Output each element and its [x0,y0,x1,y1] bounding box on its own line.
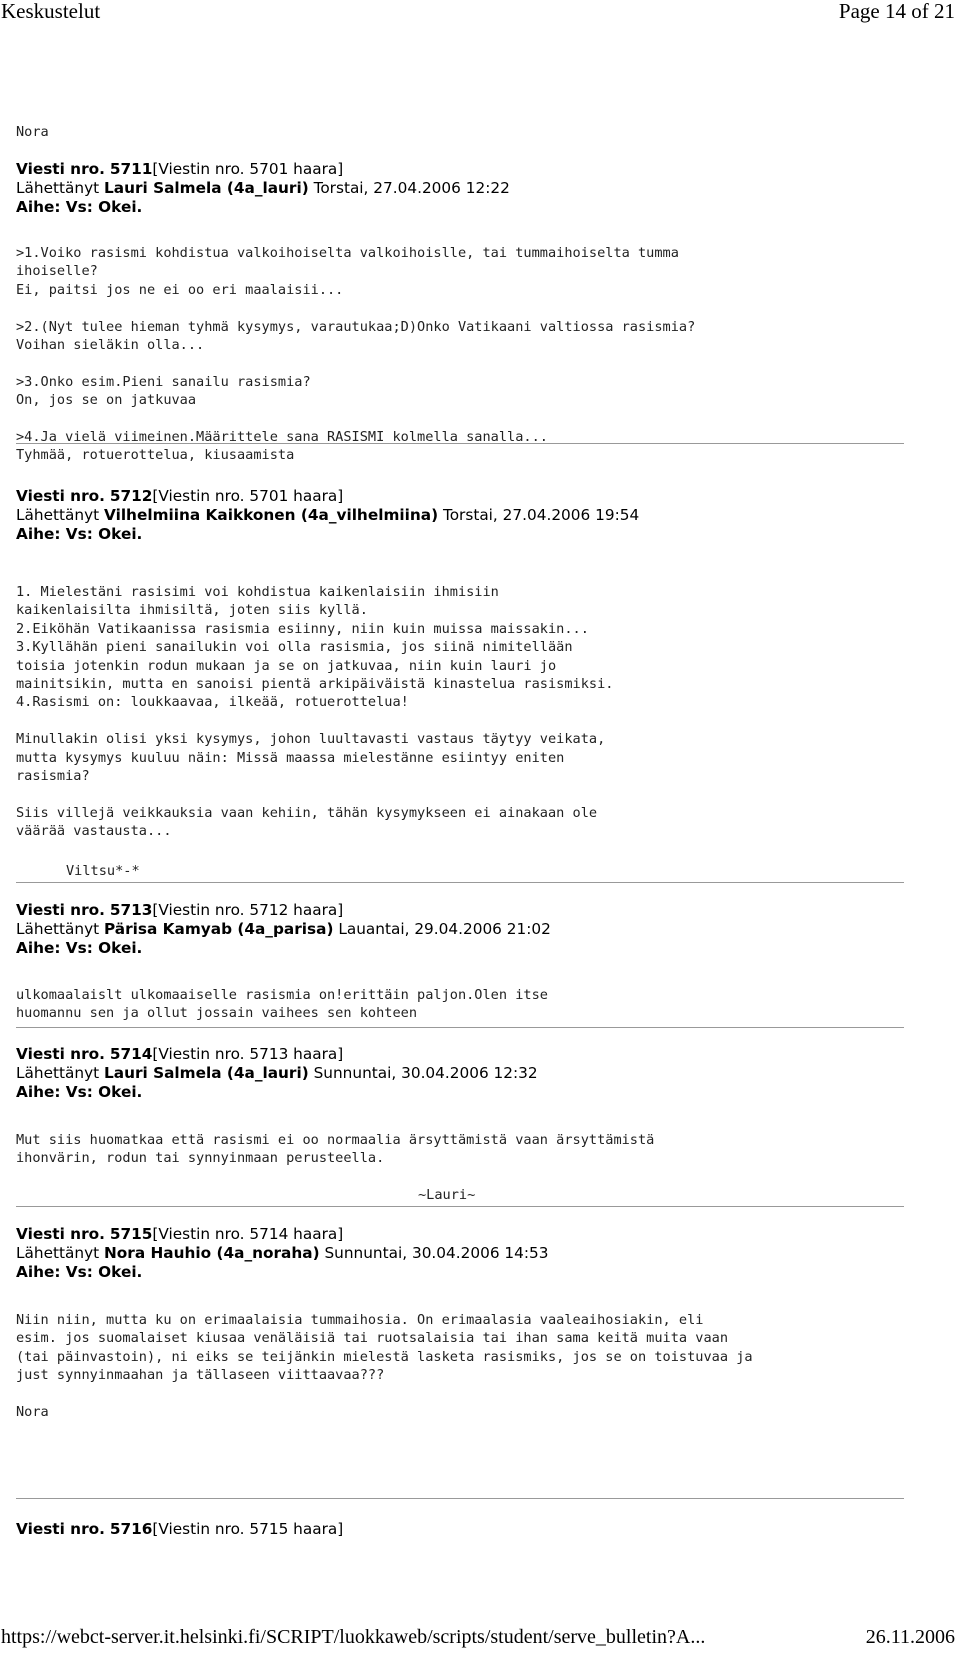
message-header: Viesti nro. 5711[Viestin nro. 5701 haara] [16,160,344,178]
source-url[interactable]: https://webct-server.it.helsinki.fi/SCRIPT/luokkaweb/scripts/student/serve_bulletin?A... [1,1626,706,1648]
message-5713 [16,901,551,958]
message-sender: Lähettänyt Pärisa Kamyab (4a_parisa) Lauantai, 29.04.2006 21:02 [16,920,551,938]
message-header: Viesti nro. 5714[Viestin nro. 5713 haara] [16,1045,344,1063]
author-name: Lauri Salmela (4a_lauri) [104,179,309,197]
separator [16,443,904,444]
message-header: Viesti nro. 5716[Viestin nro. 5715 haara] [16,1520,344,1538]
message-body: 1. Mielestäni rasisimi voi kohdistua kaikenlaisiin ihmisiin kaikenlaisilta ihmisiltä, joten siis kyllä. 2.Eiköhän Vatikaanissa rasismia esiinny, niin kuin muissa maissakin... 3.Kyllähän pieni sanailukin voi olla rasismia, jos siinä nimitellään toisia jotenkin rodun mukaan ja se on jatkuvaa, niin kuin lauri jo mainitsikin, mutta en sanoisi pientä arkipäiväistä kinastelua rasismiksi. 4.Rasismi on: loukkaavaa, ilkeää, rotuerottelua! Minullakin olisi yksi kysymys, johon luultavasti vastaus täytyy veikata, mutta kysymys kuuluu näin: Missä maassa mielestänne esiintyy eniten rasismia? Siis villejä veikkauksia vaan kehiin, tähän kysymykseen ei ainakaan ole väärää vastausta... [16,584,614,840]
separator [16,1498,904,1499]
message-subject: Aihe: Vs: Okei. [16,525,143,543]
message-header: Viesti nro. 5712[Viestin nro. 5701 haara] [16,487,344,505]
message-date: Sunnuntai, 30.04.2006 14:53 [324,1244,549,1262]
author-name: Nora Hauhio (4a_noraha) [104,1244,320,1262]
previous-signature: Nora [16,124,49,140]
message-5715 [16,1225,549,1282]
page-number: Page 14 of 21 [838,0,955,23]
message-body: ulkomaalaislt ulkomaaiselle rasismia on!erittäin paljon.Olen itse huomannu sen ja ollut jossain vaihees sen kohteen [16,987,548,1022]
message-signature: Viltsu*-* [66,863,140,879]
message-subject: Aihe: Vs: Okei. [16,939,143,957]
message-signature: ~Lauri~ [418,1187,476,1203]
author-name: Vilhelmiina Kaikkonen (4a_vilhelmiina) [104,506,439,524]
thread-link[interactable]: [Viestin nro. 5713 haara] [152,1045,344,1063]
separator [16,1206,904,1207]
message-body: >1.Voiko rasismi kohdistua valkoihoiselta valkoihoislle, tai tummaihoiselta tumma ihoiselle? Ei, paitsi jos ne ei oo eri maalaisii... >2.(Nyt tulee hieman tyhmä kysymys, varautukaa;D)Onko Vatikaani valtiossa rasismia? Voihan sieläkin olla... >3.Onko esim.Pieni sanailu rasismia? On, jos se on jatkuvaa >4.Ja vielä viimeinen.Määrittele sana RASISMI kolmella sanalla... Tyhmää, rotuerottelua, kiusaamista [16,245,696,464]
page-footer [0,1626,960,1654]
message-header: Viesti nro. 5715[Viestin nro. 5714 haara] [16,1225,344,1243]
message-body: Mut siis huomatkaa että rasismi ei oo normaalia ärsyttämistä vaan ärsyttämistä ihonvärin, rodun tai synnyinmaan perusteella. [16,1132,655,1167]
message-5716 [16,1520,343,1539]
print-date: 26.11.2006 [865,1626,955,1648]
message-5714 [16,1045,538,1102]
message-5712 [16,487,639,544]
message-sender: Lähettänyt Nora Hauhio (4a_noraha) Sunnuntai, 30.04.2006 14:53 [16,1244,549,1262]
message-date: Lauantai, 29.04.2006 21:02 [338,920,551,938]
thread-link[interactable]: [Viestin nro. 5701 haara] [152,160,344,178]
separator [16,1027,904,1028]
thread-link[interactable]: [Viestin nro. 5715 haara] [152,1520,344,1538]
message-subject: Aihe: Vs: Okei. [16,198,143,216]
message-header: Viesti nro. 5713[Viestin nro. 5712 haara] [16,901,344,919]
message-sender: Lähettänyt Lauri Salmela (4a_lauri) Torstai, 27.04.2006 12:22 [16,179,510,197]
message-date: Torstai, 27.04.2006 12:22 [313,179,510,197]
message-sender: Lähettänyt Vilhelmiina Kaikkonen (4a_vilhelmiina) Torstai, 27.04.2006 19:54 [16,506,640,524]
separator [16,882,904,883]
message-5711 [16,160,510,217]
page-header [0,0,960,26]
author-name: Lauri Salmela (4a_lauri) [104,1064,309,1082]
message-body: Niin niin, mutta ku on erimaalaisia tummaihosia. On erimaalasia vaaleaihosiakin, eli esim. jos suomalaiset kiusaa venäläisiä tai ruotsalaisia tai ihan sama keitä muita vaan (tai päinvastoin), ni eiks se teijänkin mielestä lasketa rasismiks, jos se on toistuvaa ja just synnyinmaahan ja tällaseen viittaavaa??? Nora [16,1312,753,1421]
message-subject: Aihe: Vs: Okei. [16,1083,143,1101]
message-date: Torstai, 27.04.2006 19:54 [442,506,640,524]
thread-link[interactable]: [Viestin nro. 5701 haara] [152,487,344,505]
thread-link[interactable]: [Viestin nro. 5712 haara] [152,901,344,919]
message-sender: Lähettänyt Lauri Salmela (4a_lauri) Sunnuntai, 30.04.2006 12:32 [16,1064,538,1082]
document-title: Keskustelut [1,0,101,23]
message-subject: Aihe: Vs: Okei. [16,1263,143,1281]
thread-link[interactable]: [Viestin nro. 5714 haara] [152,1225,344,1243]
message-date: Sunnuntai, 30.04.2006 12:32 [313,1064,538,1082]
author-name: Pärisa Kamyab (4a_parisa) [104,920,334,938]
